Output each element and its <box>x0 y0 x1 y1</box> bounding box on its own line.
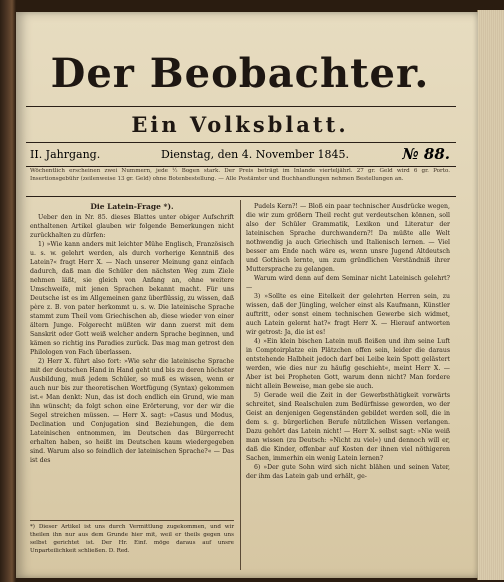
volume-label: II. Jahrgang. <box>30 147 101 161</box>
dateline-rule-top <box>26 142 456 143</box>
dateline <box>30 144 450 164</box>
masthead-title: Der Beobachter. <box>50 50 430 97</box>
page-edges <box>477 10 504 580</box>
article-paragraph: 2) Herr X. führt also fort: »Wie sehr die lateinische Sprache mit der deutschen Hand in Hand geht und bis zu deren höchster Ausbildung, muß jedem Schüler, so muß es wissen, wenn er auch nur bis zur theoretischen Wortfügung (Syntax) gekommen ist.« Man denkt: Nun, das ist doch endlich ein Grund, wie man ihn wünscht; da folgt schon eine Erörterung, vor der wir die Segel streichen müssen. — Herr X. sagt: »Casus und Modus, Declination und Conjugation sind Beziehungen, die dem Lateinischen entnommen, im Deutschen das Bürgerrecht erhalten haben, so heißt im Deutschen kaum wiedergegeben sind. Warum also so feindlich der lateinischen Sprache?« — Das ist des <box>30 358 234 464</box>
article-paragraph: 1) »Wie kann anders mit leichter Mühe Englisch, Französisch u. s. w. gelehrt werden, als durch vorherige Kenntniß des Latein?« fragt Herr X. — Nach unserer Meinung ganz einfach dadurch, daß man die Schüler den nächsten Weg zum Ziele nehmen läßt, sie gleich von Anfang an, ohne weitere Umschweife, mit jenen Sprachen bekannt macht. Für uns Deutsche ist es im Allgemeinen ganz überflüssig, zu wissen, daß père z. B. von pater herkommt u. s. w. Die lateinische Sprache stammt zum Theil vom Griechischen ab, diese wieder von einer ältern Junge. Folgerecht müßten wir dann zuerst mit dem Sanskrit oder Gott weiß welcher andern Sprache beginnen, und kämen so richtig ins Paradies zurück. Das mag man getrost den Philologen von Fach überlassen. <box>30 241 234 356</box>
issue-date: Dienstag, den 4. November 1845. <box>161 147 349 161</box>
issue-number: № 88. <box>402 145 450 163</box>
article-paragraph: 3) »Sollte es eine Eitelkeit der gelehrten Herren sein, zu wissen, daß der Jüngling, welcher einst als Kaufmann, Künstler auftritt, oder sonst einem technischen Gewerbe sich widmet, auch Latein gelernt hat?« fragt Herr X. — Hierauf antworten wir getrost: Ja, die ist es! <box>246 293 450 336</box>
article-paragraph: Warum wird denn auf dem Seminar nicht Lateinisch gelehrt? — <box>246 275 450 291</box>
article-paragraph: Ueber den in Nr. 85. dieses Blattes unter obiger Aufschrift enthaltenen Artikel glauben wir folgende Bemerkungen nicht zurückhalten zu dürfen: <box>30 214 234 239</box>
article-paragraph: 5) Gerade weil die Zeit in der Gewerbsthätigkeit vorwärts schreitet, sind Realschulen zum Bedürfnisse geworden, wo der Geist an denjenigen Gegenständen gebildet werden soll, die in dem s. g. bürgerlichen Berufe nützlichen Wissen verlangen. Dazu gehört das Latein nicht! — Herr X. selbst sagt: »Nie weiß man wissen (zu Deutsch: »Nicht zu viel«) und dennoch will er, daß die Kinder, offenbar auf Kosten der ihnen viel nöthigeren Sachen, immerhin ein wenig Latein lernen? <box>246 392 450 462</box>
article-heading: Die Latein-Frage *). <box>90 202 174 211</box>
notice-rule <box>26 196 456 197</box>
article-column-right <box>246 202 450 481</box>
article-paragraph: Pudels Kern?! — Bloß ein paar technischer Ausdrücke wegen, die wir zum größern Theil recht gut verdeutschen können, soll also der Schüler Grammatik, Lexikon und Literatur der lateinischen Sprache durchwandern?! Da müßte alle Welt nothwendig ja auch Griechisch und Italienisch lernen. — Viel besser am Ende nach wäre es, wenn unsre Jugend Altdeutsch und Gothisch lernte, um zum gründlichen Verständniß ihrer Muttersprache zu gelangen. <box>246 203 450 273</box>
article-paragraph: 6) »Der gute Sohn wird sich nicht blähen und seinen Vater, der ihm das Latein gab und erhält, ge- <box>246 464 450 480</box>
subscription-notice: Wöchentlich erscheinen zwei Nummern, jede ½ Bogen stark. Der Preis beträgt im Inlande vierteljährl. 27 gr. Geld wird 6 gr. Porto. Insertionsgebühr (zeilenweise 13 gr. Geld) ohne Botenbestellung. — Alle Postämter und Buchhandlungen nehmen Bestellungen an. <box>30 168 450 182</box>
article-paragraph: 4) »Ein klein bischen Latein muß fleißen und ihm seine Luft in Comptoirplatze ein Plätzchen offen sein, leider die daraus entstehende Halbheit jedoch darf bei Leibe kein Spott gelästert werden, wie dies nur zu häufig geschieht«, meint Herr X. — Aber ist bei Propheten Gott, warum denn nicht? Man fordere nicht allein Beweise, man gebe sie auch. <box>246 338 450 390</box>
dateline-rule-bottom <box>26 166 456 167</box>
masthead-subtitle: Ein Volksblatt. <box>131 112 349 137</box>
column-divider <box>240 200 241 570</box>
masthead-rule-top <box>26 106 456 107</box>
article-footnote: *) Dieser Artikel ist uns durch Vermittlung zugekommen, und wir theilen ihn nur aus dem Grunde hier mit, weil er theils gegen uns selbst gerichtet ist. Der Hr. Einf. möge daraus auf unsre Unparteilichkeit schließen. D. Red. <box>30 520 234 555</box>
article-column-left <box>30 202 234 465</box>
